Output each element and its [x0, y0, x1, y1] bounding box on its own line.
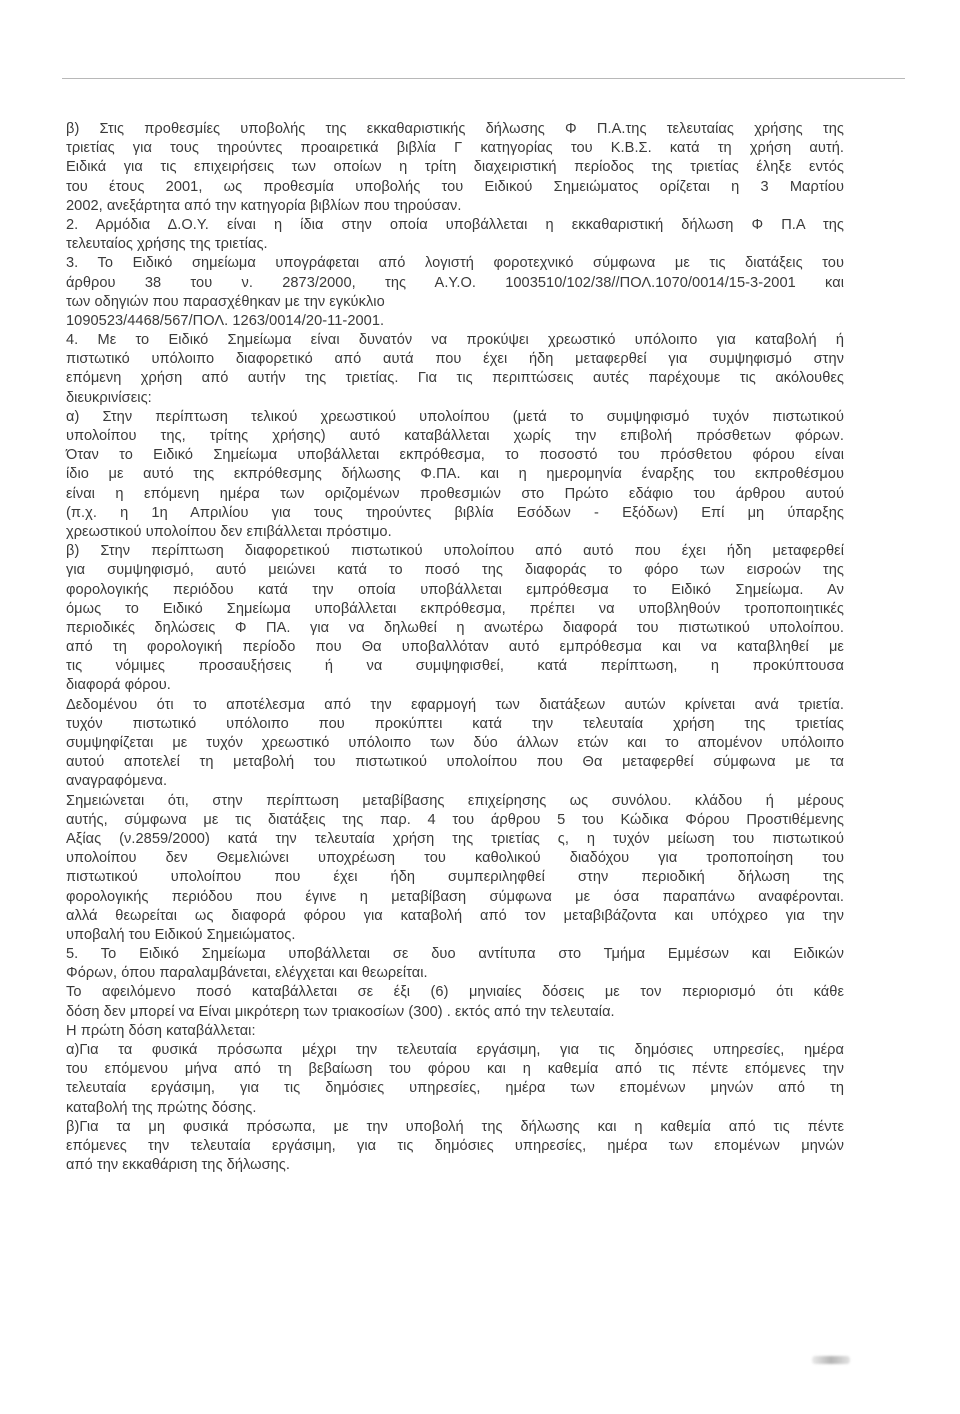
text-line: 5. Το Ειδικό Σημείωμα υποβάλλεται σε δυο αντίτυπα στο Τμήμα Εμμέσων και Ειδικών [66, 946, 844, 963]
text-line: συμψηφίζεται με τυχόν χρεωστικό υπόλοιπο των δύο άλλων ετών και το απομένον υπόλοιπο [66, 735, 844, 751]
text-line: δόση δεν μπορεί να Είναι μικρότερη των τριακοσίων (300) . εκτός από την τελευταία. [66, 1003, 615, 1020]
text-line: 3. Το Ειδικό σημείωμα υπογράφεται από λογιστή φοροτεχνικό σύμφωνα με τις διατάξεις του [66, 255, 844, 272]
text-line: Αξίας (ν.2859/2000) κατά την τελευταία χρήση της τριετίας ς, η τυχόν μείωση του πιστωτικού [66, 830, 844, 847]
text-line: φορολογικής περιόδου κατά την οποία υποβάλλεται εμπρόθεσμα το Ειδικό Σημείωμα. Αν [66, 581, 844, 598]
text-line: επόμενη χρήση από αυτήν της τριετίας. Για τις περιπτώσεις αυτές παρέχουμε τις ακόλουθες [66, 370, 844, 387]
text-line: από την εκκαθάριση της δήλωσης. [66, 1157, 290, 1174]
text-line: τριετίας για τους τηρούντες προαιρετικά βιβλία Γ κατηγορίας του Κ.Β.Σ. κατά τη χρήση αυτή. [66, 140, 844, 157]
text-line: Το αφειλόμενο ποσό καταβάλλεται σε έξι (6) μηνιαίες δόσεις με τον περιορισμό ότι κάθε [66, 984, 844, 1001]
text-line: β)Για τα μη φυσικά πρόσωπα, με την υποβολή της δήλωσης και η καθεμία από τις πέντε [66, 1118, 844, 1135]
document-body [66, 120, 844, 1175]
text-line: 2002, ανεξάρτητα από την κατηγορία βιβλίων που τηρούσαν. [66, 197, 462, 214]
text-line: υπολοίπου δεν Θεμελιώνει υποχρέωση του καθολικού διαδόχου για τροποποίηση του [66, 850, 844, 867]
text-line: τις νόμιμες προσαυξήσεις ή να συμψηφισθεί, κατά περίπτωση, η προκύπτουσα [66, 658, 844, 675]
text-line: Ειδικά για τις επιχειρήσεις των οποίων η τρίτη διαχειριστική περίοδος της τριετίας έληξε εντός [66, 159, 844, 176]
text-line: από τη φορολογική περίοδο που Θα υποβαλλόταν αυτό εμπρόθεσμα και να καταβληθεί με [66, 639, 844, 656]
text-line: πιστωτικό υπόλοιπο διαφορετικό από αυτά που έχει ήδη μεταφερθεί για συμψηφισμό στην [66, 351, 844, 368]
text-line: τελευταίος χρήσης της τριετίας. [66, 236, 268, 253]
text-line: επόμενες την τελευταία εργάσιμη, για τις δημόσιες υπηρεσίες, ημέρα των επομένων μηνών [66, 1137, 844, 1154]
text-line: 2. Αρμόδια Δ.Ο.Υ. είναι η ίδια στην οποία υποβάλλεται η εκκαθαριστική δήλωση Φ Π.Α της [66, 216, 844, 233]
text-line: Φόρων, όπου παραλαμβάνεται, ελέγχεται και θεωρείται. [66, 965, 428, 982]
text-line: περιοδικές δηλώσεις Φ ΠΑ. για να δηλωθεί η ανωτέρω διαφορά του πιστωτικού υπολοίπου. [66, 619, 844, 636]
text-line: 1090523/4468/567/ΠΟΛ. 1263/0014/20-11-2001. [66, 312, 385, 329]
text-line: είναι η επόμενη ημέρα των οριζομένων προθεσμιών στο Πρώτο εδάφιο του άρθρου αυτού [66, 485, 844, 502]
text-line: Όταν το Ειδικό Σημείωμα υποβάλλεται εκπρόθεσμα, το ποσοστό του πρόσθετου φόρου είναι [66, 447, 844, 464]
text-line: για συμψηφισμό, αυτό μειώνει κατά το ποσό της διαφοράς το φόρο των εισροών της [66, 562, 844, 579]
text-line: ίδιο με αυτό της εκπρόθεσμης δήλωσης Φ.ΠΑ. και η ημερομηνία έναρξης του εκπροθέσμου [66, 466, 844, 483]
text-line: των οδηγιών που παρασχέθηκαν με την εγκύκλιο [66, 293, 385, 310]
text-line: Δεδομένου ότι το αποτέλεσμα από την εφαρμογή των διατάξεων αυτών κρίνεται ανά τριετία. [66, 696, 844, 713]
text-line: πιστωτικού υπολοίπου που έχει ήδη συμπεριληφθεί στην περιοδική δήλωση της [66, 869, 844, 886]
text-line: β) Στην περίπτωση διαφορετικού πιστωτικού υπολοίπου από αυτό που έχει ήδη μεταφερθεί [66, 543, 844, 560]
text-line: α) Στην περίπτωση τελικού χρεωστικού υπολοίπου (μετά το συμψηφισμό τυχόν πιστωτικού [66, 408, 844, 425]
text-line: β) Στις προθεσμίες υποβολής της εκκαθαριστικής δήλωσης Φ Π.Α.της τελευταίας χρήσης της [66, 121, 844, 137]
text-line: αλλά θεωρείται ως διαφορά φόρου για καταβολή από τον μεταβιβάζοντα και υπόχρεο για την [66, 907, 844, 924]
page-number-mark [812, 1356, 850, 1364]
text-line: διευκρινίσεις: [66, 389, 152, 406]
text-line: 4. Με το Ειδικό Σημείωμα είναι δυνατόν να προκύψει χρεωστικό υπόλοιπο για καταβολή ή [66, 332, 844, 349]
text-line: υπολοίπου της, τρίτης χρήσης) αυτό καταβάλλεται χωρίς την επιβολή πρόσθετων φόρων. [66, 428, 844, 444]
text-line: όμως το Ειδικό Σημείωμα υποβάλλεται εκπρόθεσμα, πρέπει να υποβληθούν τροποποιητικές [66, 600, 844, 617]
text-line: άρθρου 38 του ν. 2873/2000, της Α.Υ.Ο. 1003510/102/38//ΠΟΛ.1070/0014/15-3-2001 και [66, 274, 844, 291]
text-line: Η πρώτη δόση καταβάλλεται: [66, 1022, 256, 1039]
text-line: χρεωστικού υπολοίπου δεν επιβάλλεται πρόστιμο. [66, 523, 392, 540]
text-line: α)Για τα φυσικά πρόσωπα μέχρι την τελευταία εργάσιμη, για τις δημόσιες υπηρεσίες, ημέρα [66, 1042, 844, 1058]
text-line: διαφορά φόρου. [66, 677, 171, 694]
text-line: αναγραφόμενα. [66, 773, 168, 790]
text-line: (π.χ. η 1η Απριλίου για τους τηρούντες βιβλία Εσόδων - Εξόδων) Επί μη ύπαρξης [66, 504, 844, 521]
text-line: του επόμενου μήνα από τη βεβαίωση του φόρου και η καθεμία από τις πέντε επόμενες την [66, 1061, 844, 1078]
text-line: αυτής, σύμφωνα με τις διατάξεις της παρ. 4 του άρθρου 5 του Κώδικα Φόρου Προστιθέμενης [66, 811, 844, 828]
text-line: τελευταία εργάσιμη, για τις δημόσιες υπηρεσίες, ημέρα των επομένων μηνών από τη [66, 1080, 844, 1097]
text-line: του έτους 2001, ως προθεσμία υποβολής του Ειδικού Σημειώματος ορίζεται η 3 Μαρτίου [66, 178, 844, 195]
text-line: υποβαλή του Ειδικού Σημειώματος. [66, 926, 296, 943]
text-line: Σημειώνεται ότι, στην περίπτωση μεταβίβασης επιχείρησης ως συνόλου. κλάδου ή μέρους [66, 792, 844, 809]
top-rule [62, 78, 905, 79]
text-line: αυτού αποτελεί τη μεταβολή του πιστωτικού υπολοίπου που Θα μεταφερθεί σύμφωνα με τα [66, 754, 844, 771]
text-line: τυχόν πιστωτικό υπόλοιπο που προκύπτει κατά την τελευταία χρήση της τριετίας [66, 715, 844, 732]
text-line: καταβολή της πρώτης δόσης. [66, 1099, 257, 1116]
text-line: φορολογικής περιόδου που έγινε η μεταβίβαση σύμφωνα με όσα παραπάνω αναφέρονται. [66, 888, 844, 905]
